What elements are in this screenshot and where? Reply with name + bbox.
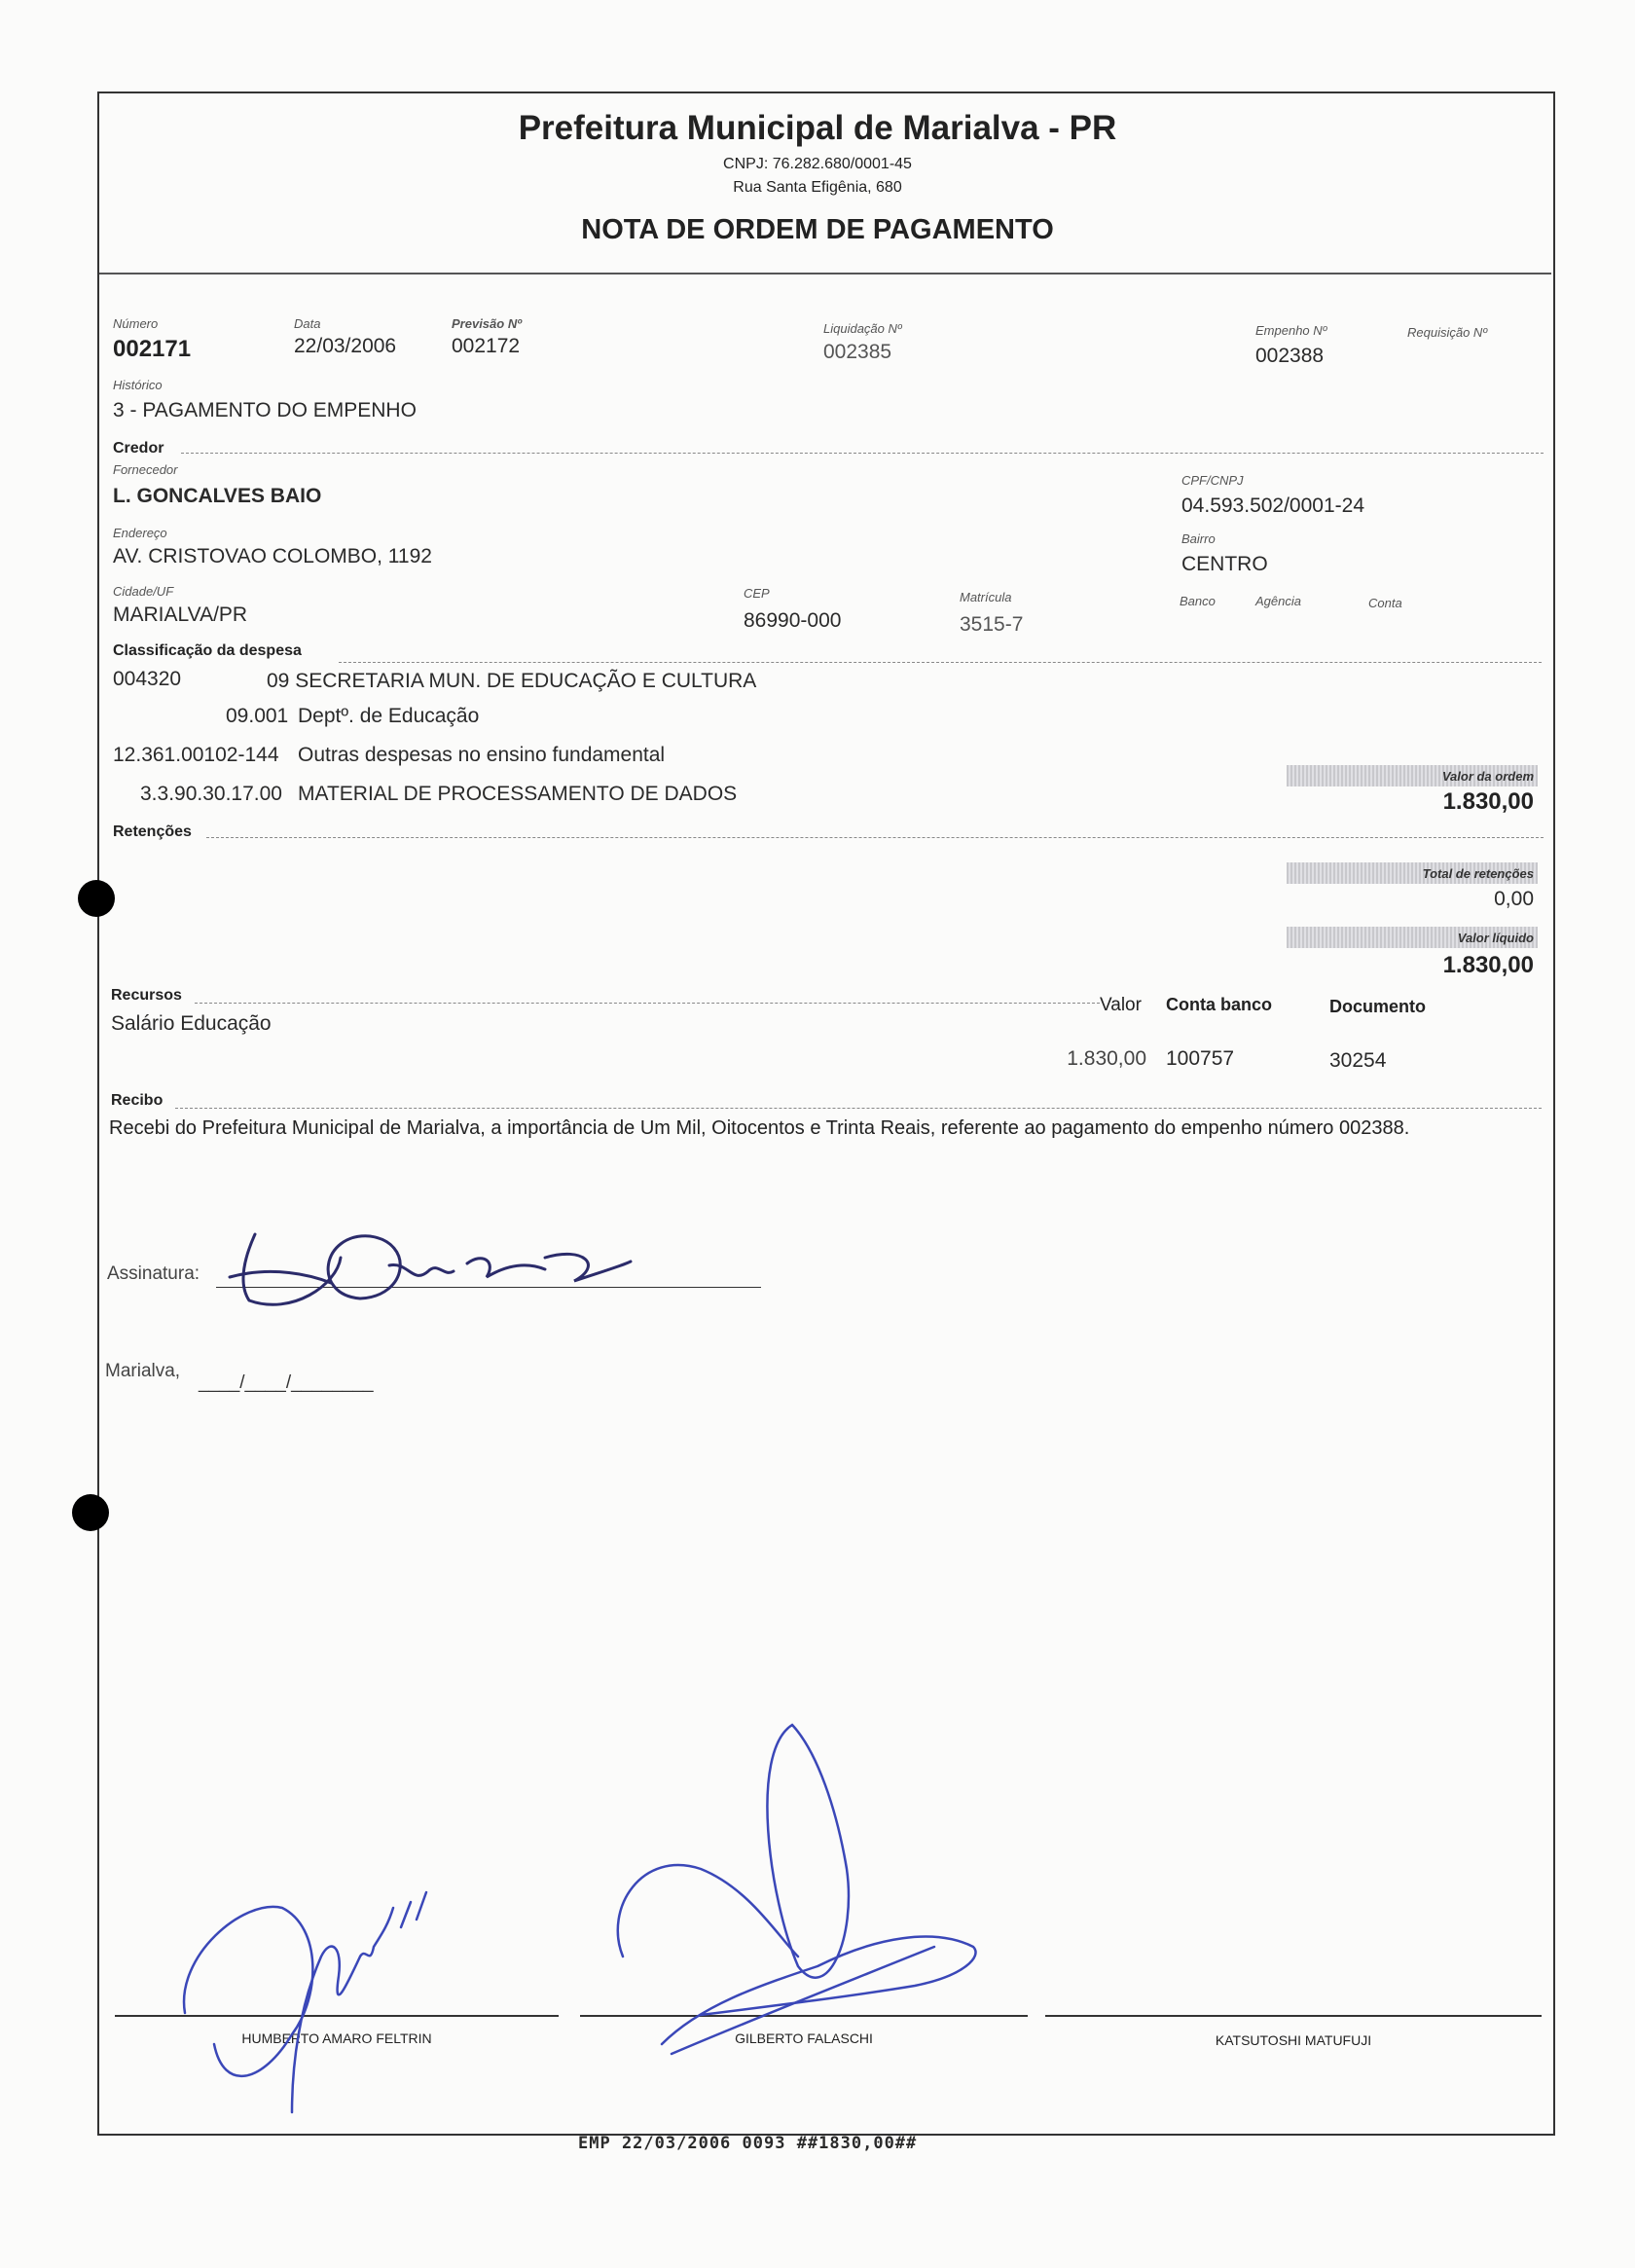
signature-name-1: HUMBERTO AMARO FELTRIN: [241, 2030, 432, 2046]
assinatura-label: Assinatura:: [107, 1263, 200, 1284]
recibo-text: Recebi do Prefeitura Municipal de Marialva, a importância de Um Mil, Oitocentos e Trinta Reais, referente ao pagamento do empenho número 002388.: [109, 1117, 1410, 1139]
liquidacao-value: 002385: [823, 341, 892, 363]
total-retencoes-value: 0,00: [1494, 888, 1534, 910]
local-data-blanks[interactable]: ____/____/________: [199, 1372, 374, 1393]
valor-ordem-value: 1.830,00: [1442, 788, 1534, 815]
numero-label: Número: [113, 316, 159, 331]
matricula-value: 3515-7: [960, 613, 1024, 636]
cnpj-line: CNPJ: 76.282.680/0001-45: [723, 156, 912, 172]
cep-value: 86990-000: [744, 609, 842, 632]
data-label: Data: [294, 316, 321, 331]
liquidacao-label: Liquidação Nº: [823, 321, 902, 336]
valor-liquido-value: 1.830,00: [1442, 952, 1534, 978]
cpf-value: 04.593.502/0001-24: [1181, 494, 1365, 517]
bairro-value: CENTRO: [1181, 553, 1268, 575]
requisicao-label: Requisição Nº: [1407, 325, 1488, 340]
fornecedor-value: L. GONCALVES BAIO: [113, 485, 322, 507]
classificacao-line1-code: 004320: [113, 668, 182, 690]
recursos-section-title: Recursos: [111, 987, 182, 1004]
recursos-conta: 100757: [1166, 1047, 1235, 1070]
feltrin-signature-drawing: [184, 1892, 426, 2112]
address-line: Rua Santa Efigênia, 680: [733, 179, 902, 196]
total-retencoes-label: Total de retenções: [1422, 866, 1534, 881]
matricula-label: Matrícula: [960, 590, 1012, 604]
classificacao-line1-text: 09 SECRETARIA MUN. DE EDUCAÇÃO E CULTURA: [267, 670, 757, 692]
cpf-label: CPF/CNPJ: [1181, 473, 1244, 488]
endereco-value: AV. CRISTOVAO COLOMBO, 1192: [113, 545, 432, 567]
cidade-value: MARIALVA/PR: [113, 604, 248, 626]
historico-label: Histórico: [113, 378, 163, 392]
agencia-label: Agência: [1255, 594, 1301, 608]
empenho-value: 002388: [1255, 345, 1325, 367]
numero-value: 002171: [113, 336, 192, 362]
falaschi-signature-drawing: [618, 1725, 976, 2054]
fornecedor-label: Fornecedor: [113, 462, 178, 477]
classificacao-line3-text: Outras despesas no ensino fundamental: [298, 744, 666, 766]
cep-label: CEP: [744, 586, 770, 601]
classificacao-line3-code: 12.361.00102-144: [113, 744, 279, 766]
recibo-section-title: Recibo: [111, 1092, 164, 1109]
recursos-fonte: Salário Educação: [111, 1012, 272, 1035]
endereco-label: Endereço: [113, 526, 167, 540]
classificacao-line2-code: 09.001: [226, 705, 289, 727]
classificacao-section-title: Classificação da despesa: [113, 642, 302, 659]
valor-ordem-label: Valor da ordem: [1441, 769, 1534, 784]
classificacao-line4-text: MATERIAL DE PROCESSAMENTO DE DADOS: [298, 783, 738, 805]
data-value: 22/03/2006: [294, 335, 397, 357]
recursos-col-valor: Valor: [1100, 995, 1142, 1015]
authentication-stamp: EMP 22/03/2006 0093 ##1830,00##: [578, 2134, 918, 2153]
page-title: Prefeitura Municipal de Marialva - PR: [518, 109, 1117, 147]
document-title: NOTA DE ORDEM DE PAGAMENTO: [581, 214, 1054, 245]
local-data-label: Marialva,: [105, 1361, 181, 1381]
valor-liquido-label: Valor líquido: [1457, 931, 1534, 945]
recursos-col-conta: Conta banco: [1166, 995, 1273, 1014]
previsao-value: 002172: [452, 335, 521, 357]
signature-name-2: GILBERTO FALASCHI: [735, 2030, 873, 2046]
credor-section-title: Credor: [113, 440, 164, 457]
historico-value: 3 - PAGAMENTO DO EMPENHO: [113, 399, 417, 421]
retencoes-section-title: Retenções: [113, 823, 192, 840]
bairro-label: Bairro: [1181, 531, 1216, 546]
recursos-col-documento: Documento: [1329, 997, 1426, 1016]
signature-name-3: KATSUTOSHI MATUFUJI: [1215, 2032, 1372, 2048]
recursos-documento: 30254: [1329, 1049, 1387, 1072]
classificacao-line2-text: Deptº. de Educação: [298, 705, 480, 727]
recibo-signature-drawing: [230, 1234, 631, 1304]
banco-label: Banco: [1180, 594, 1216, 608]
classificacao-line4-code: 3.3.90.30.17.00: [140, 783, 282, 805]
recursos-valor: 1.830,00: [1067, 1047, 1146, 1070]
previsao-label: Previsão Nº: [452, 316, 522, 331]
cidade-label: Cidade/UF: [113, 584, 174, 599]
conta-label: Conta: [1368, 596, 1402, 610]
empenho-label: Empenho Nº: [1255, 323, 1327, 338]
